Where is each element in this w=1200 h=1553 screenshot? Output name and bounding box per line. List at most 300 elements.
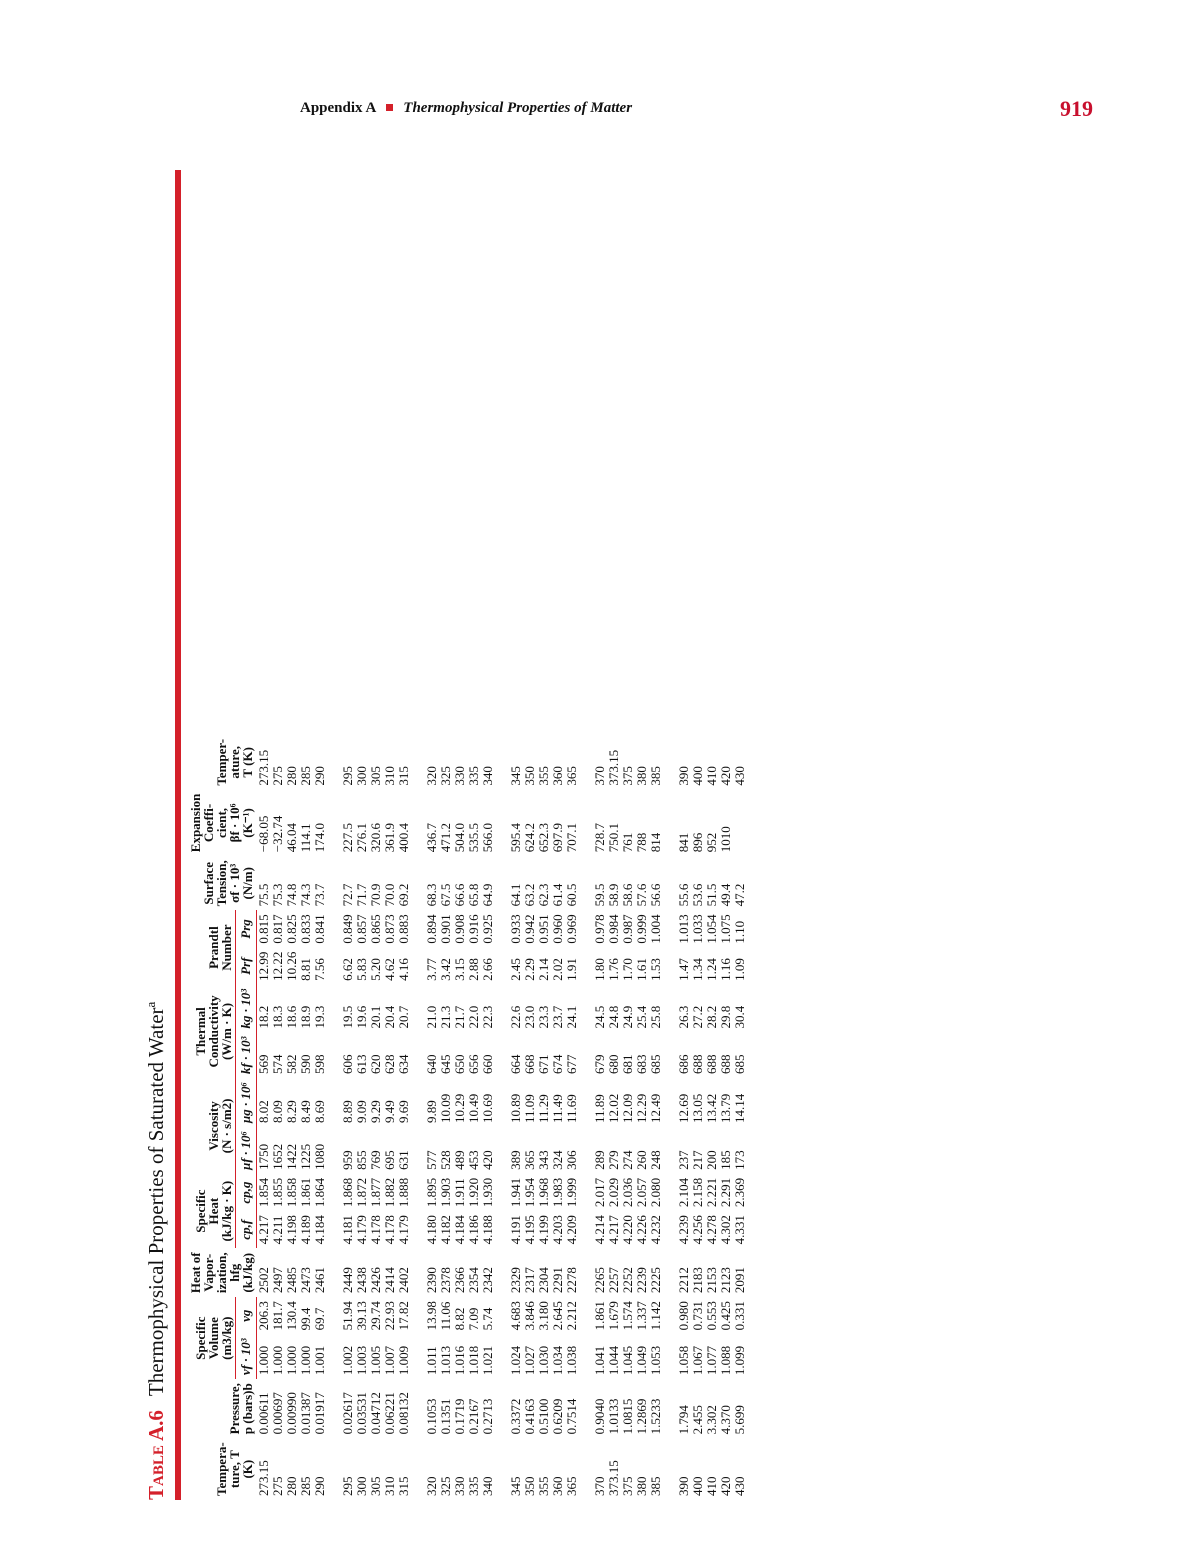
table-cell: 2257: [606, 1267, 621, 1294]
table-cell: 389: [508, 1150, 523, 1170]
table-cell: 4.184: [452, 1215, 467, 1245]
table-cell: 24.1: [564, 1005, 579, 1029]
table-row: [341, 735, 355, 1500]
table-cell: 58.9: [606, 883, 621, 907]
table-cell: 0.00611: [255, 1392, 271, 1435]
table-cell: 18.6: [284, 1005, 299, 1029]
table-cell: 0.4163: [522, 1398, 537, 1435]
table-cell: 46.04: [284, 822, 299, 853]
table-cell: 206.3: [256, 1301, 271, 1331]
table-cell: 12.22: [270, 951, 285, 981]
table-cell: 11.29: [536, 1094, 551, 1123]
table-cell: 12.09: [620, 1093, 635, 1123]
table-cell: 2291: [550, 1267, 565, 1294]
subheader-prf: Prf: [236, 948, 256, 985]
running-head: [300, 100, 632, 117]
table-row: [635, 735, 649, 1500]
table-cell: 1.001: [312, 1345, 327, 1376]
table-cell: 295: [340, 766, 355, 786]
table-cell: 4.370: [718, 1405, 733, 1435]
table-cell: 335: [466, 766, 481, 786]
table-label: Table A.6: [144, 1410, 168, 1500]
table-cell: 4.331: [732, 1215, 747, 1245]
table-cell: 1.61: [634, 958, 649, 981]
table-cell: 1.067: [690, 1345, 705, 1376]
table-cell: 0.9040: [592, 1398, 607, 1435]
table-cell: 2.036: [620, 1177, 635, 1208]
row-spacer: [411, 735, 425, 1500]
table-cell: 12.02: [606, 1093, 621, 1123]
table-cell: 1.0133: [606, 1398, 621, 1435]
table-cell: 22.93: [382, 1301, 397, 1331]
table-cell: 1.868: [340, 1177, 355, 1208]
table-cell: 1.049: [634, 1345, 649, 1376]
table-cell: 4.184: [312, 1215, 327, 1245]
table-cell: 410: [704, 1476, 719, 1496]
table-cell: 652.3: [536, 822, 551, 853]
table-cell: 0.01917: [312, 1392, 327, 1435]
table-cell: 181.7: [270, 1301, 285, 1331]
table-cell: 420: [718, 1476, 733, 1496]
table-cell: 0.969: [564, 914, 579, 944]
table-cell: 370: [592, 1476, 607, 1496]
subheader-mug: μg · 10⁶: [236, 1078, 256, 1127]
table-head: [189, 735, 256, 1500]
table-cell: 29.74: [368, 1301, 383, 1331]
table-cell: 385: [648, 766, 663, 786]
table-cell: 2.66: [480, 958, 495, 981]
table-cell: 10.49: [466, 1093, 481, 1123]
table-row: [256, 735, 271, 1500]
table-cell: 20.1: [368, 1005, 383, 1029]
table-cell: 1225: [298, 1143, 313, 1170]
table-cell: 390: [676, 1476, 691, 1496]
table-cell: 2473: [298, 1267, 313, 1294]
table-cell: 1.80: [592, 958, 607, 981]
table-row: [691, 735, 705, 1500]
table-cell: −68.05: [255, 815, 271, 853]
table-cell: 279: [606, 1150, 621, 1170]
table-cell: 4.198: [284, 1215, 299, 1245]
table-row: [705, 735, 719, 1500]
table-cell: 2.02: [550, 958, 565, 981]
table-cell: 350: [522, 766, 537, 786]
table-cell: 1.337: [634, 1301, 649, 1331]
table-cell: 1.794: [676, 1405, 691, 1435]
table-cell: 29.8: [718, 1005, 733, 1029]
table-cell: 1.142: [648, 1301, 663, 1331]
table-cell: 2.212: [564, 1301, 579, 1331]
table-cell: 5.20: [368, 958, 383, 981]
table-cell: 56.6: [648, 883, 663, 907]
table-cell: 4.211: [270, 1215, 285, 1245]
table-cell: 0.2713: [480, 1398, 495, 1435]
table-cell: 0.901: [438, 914, 453, 944]
subheader-kg: kg · 10³: [236, 985, 256, 1033]
table-cell: 28.2: [704, 1005, 719, 1029]
table-cell: 7.09: [466, 1307, 481, 1331]
table-cell: 375: [620, 766, 635, 786]
table-cell: 1.038: [564, 1345, 579, 1376]
table-cell: 0.908: [452, 914, 467, 944]
table-cell: 20.7: [396, 1005, 411, 1029]
table-cell: 420: [480, 1150, 495, 1170]
table-cell: 0.3372: [508, 1398, 523, 1435]
table-cell: 51.5: [704, 883, 719, 907]
table-cell: 18.9: [298, 1005, 313, 1029]
table-cell: 2.158: [690, 1177, 705, 1208]
header-temperature-right: Temper- ature, T (K): [214, 738, 255, 786]
table-row: [481, 735, 495, 1500]
table-cell: 0.425: [718, 1301, 733, 1331]
table-cell: 237: [676, 1150, 691, 1170]
table-cell: 11.89: [592, 1094, 607, 1123]
table-cell: 1.024: [508, 1345, 523, 1376]
table-cell: 61.4: [550, 883, 565, 907]
table-cell: 365: [564, 766, 579, 786]
table-cell: 1.872: [354, 1177, 369, 1208]
table-cell: −32.74: [270, 815, 285, 853]
table-cell: 21.7: [452, 1005, 467, 1029]
table-cell: 4.209: [564, 1215, 579, 1245]
table-cell: 2378: [438, 1267, 453, 1294]
header-specific-volume: Specific Volume (m3/kg): [189, 1297, 236, 1379]
table-cell: 72.7: [340, 883, 355, 907]
table-cell: 4.217: [256, 1215, 271, 1245]
table-cell: 1080: [312, 1143, 327, 1170]
table-cell: 668: [522, 1054, 537, 1074]
table-cell: 788: [634, 832, 649, 853]
table-cell: 674: [550, 1054, 565, 1074]
table-cell: 4.203: [550, 1215, 565, 1245]
table-cell: 2.88: [466, 958, 481, 981]
table-cell: 0.817: [270, 914, 285, 944]
table-cell: 671: [536, 1054, 551, 1074]
table-cell: 360: [550, 766, 565, 786]
table-cell: 14.14: [732, 1093, 747, 1123]
table-cell: 39.13: [354, 1301, 369, 1331]
table-cell: 8.29: [284, 1100, 299, 1123]
table-cell: 24.8: [606, 1005, 621, 1029]
table-cell: 1.930: [480, 1177, 495, 1208]
table-cell: 4.182: [438, 1215, 453, 1245]
table-cell: 217: [690, 1150, 705, 1170]
table-row: [523, 735, 537, 1500]
table-cell: 63.2: [522, 883, 537, 907]
table-cell: 2.291: [718, 1177, 733, 1208]
table-cell: 613: [354, 1054, 369, 1074]
table-cell: 2123: [718, 1267, 733, 1294]
table-cell: 2.29: [522, 958, 537, 981]
table-cell: 688: [690, 1054, 705, 1074]
table-cell: 3.42: [438, 958, 453, 981]
table-cell: 305: [368, 766, 383, 786]
table-cell: 315: [396, 766, 411, 786]
table-cell: 640: [424, 1054, 439, 1074]
table-cell: 355: [536, 1476, 551, 1496]
header-temperature: Tempera- ture, T (K): [214, 1442, 255, 1496]
table-cell: 656: [466, 1054, 481, 1074]
table-cell: 628: [382, 1054, 397, 1074]
table-cell: 686: [676, 1054, 691, 1074]
table-cell: 0.6209: [550, 1398, 565, 1435]
table-cell: 577: [424, 1150, 439, 1170]
table-cell: 1.877: [368, 1177, 383, 1208]
table-cell: 2.017: [592, 1177, 607, 1208]
table-cell: 21.0: [424, 1005, 439, 1029]
table-cell: 289: [592, 1150, 607, 1170]
header-specific-heat: Specific Heat (kJ/kg · K): [189, 1174, 236, 1249]
table-cell: 0.951: [536, 914, 551, 944]
table-cell: 324: [550, 1150, 565, 1170]
table-cell: 1.018: [466, 1345, 481, 1376]
table-cell: 650: [452, 1054, 467, 1074]
table-cell: 4.62: [382, 958, 397, 981]
table-row: [453, 735, 467, 1500]
table-cell: 1.861: [592, 1301, 607, 1331]
table-cell: 10.29: [452, 1093, 467, 1123]
table-cell: 4.16: [396, 958, 411, 981]
table-cell: 315: [396, 1476, 411, 1496]
table-cell: 325: [438, 1476, 453, 1496]
table-cell: 2091: [732, 1267, 747, 1294]
table-cell: 959: [340, 1150, 355, 1170]
table-cell: 8.49: [298, 1100, 313, 1123]
table-cell: 12.99: [256, 951, 271, 981]
table-cell: 750.1: [606, 822, 621, 853]
table-cell: 2.455: [690, 1405, 705, 1435]
table-row: [649, 735, 663, 1500]
table-cell: 275: [270, 1476, 285, 1496]
table-cell: 0.925: [480, 914, 495, 944]
table-cell: 1010: [718, 826, 733, 853]
table-cell: 1.058: [676, 1345, 691, 1376]
table-cell: 688: [718, 1054, 733, 1074]
table-cell: 4.239: [676, 1215, 691, 1245]
table-cell: 248: [648, 1150, 663, 1170]
table-cell: 185: [718, 1150, 733, 1170]
saturated-water-table: [189, 735, 747, 1500]
table-cell: 373.15: [606, 749, 621, 786]
table-cell: 0.999: [634, 914, 649, 944]
table-cell: 350: [522, 1476, 537, 1496]
table-cell: 430: [732, 1476, 747, 1496]
bullet-icon: [386, 104, 393, 111]
table-cell: 5.699: [732, 1405, 747, 1435]
table-cell: 504.0: [452, 822, 467, 853]
table-cell: 300: [354, 1476, 369, 1496]
table-cell: 8.81: [298, 958, 313, 981]
table-cell: 1.016: [452, 1345, 467, 1376]
table-cell: 0.833: [298, 914, 313, 944]
table-cell: 1.000: [284, 1345, 299, 1376]
table-cell: 355: [536, 766, 551, 786]
table-cell: 4.178: [368, 1215, 383, 1245]
table-cell: 9.09: [354, 1100, 369, 1123]
table-cell: 1.041: [592, 1345, 607, 1376]
table-cell: 0.553: [704, 1301, 719, 1331]
table-cell: 1.920: [466, 1177, 481, 1208]
table-cell: 535.5: [466, 822, 481, 853]
table-cell: 0.731: [690, 1301, 705, 1331]
table-cell: 295: [340, 1476, 355, 1496]
table-cell: 73.7: [312, 883, 327, 907]
table-cell: 2278: [564, 1267, 579, 1294]
table-cell: 2317: [522, 1267, 537, 1294]
table-cell: 2438: [354, 1267, 369, 1294]
table-cell: 24.9: [620, 1005, 635, 1029]
subheader-muf: μf · 10⁶: [236, 1127, 256, 1174]
table-cell: 1422: [284, 1143, 299, 1170]
table-cell: 0.873: [382, 914, 397, 944]
table-cell: 17.82: [396, 1301, 411, 1331]
subheader-cpg: cp,g: [236, 1174, 256, 1211]
table-cell: 855: [354, 1150, 369, 1170]
table-cell: 2426: [368, 1267, 383, 1294]
table-cell: 1.10: [732, 920, 747, 944]
table-cell: 0.933: [508, 914, 523, 944]
table-cell: 5.83: [354, 958, 369, 981]
table-cell: 390: [676, 766, 691, 786]
header-pressure: Pressure, p (bars)b: [227, 1383, 255, 1435]
table-cell: 1.054: [704, 914, 719, 944]
table-cell: 1.5233: [648, 1398, 663, 1435]
table-row: [285, 735, 299, 1500]
title-rule: [175, 170, 181, 1500]
table-cell: 453: [466, 1150, 481, 1170]
table-cell: 8.82: [452, 1307, 467, 1331]
table-cell: [733, 790, 747, 857]
table-cell: 1.021: [480, 1345, 495, 1376]
table-cell: 2153: [704, 1267, 719, 1294]
table-cell: 3.15: [452, 958, 467, 981]
header-expansion-coefficient: Expansion Coeffi- cient, βf · 10⁶ (K⁻¹): [188, 793, 255, 853]
table-cell: 2.221: [704, 1177, 719, 1208]
table-title: Thermophysical Properties of Saturated Water: [144, 1007, 168, 1397]
table-cell: 761: [620, 832, 635, 853]
table-cell: 685: [732, 1054, 747, 1074]
table-cell: 0.01387: [298, 1392, 313, 1435]
table-cell: 1.003: [354, 1345, 369, 1376]
table-cell: 2.14: [536, 958, 551, 981]
table-row: [733, 735, 747, 1500]
table-cell: 1.70: [620, 958, 635, 981]
table-cell: 12.29: [634, 1093, 649, 1123]
table-cell: 2461: [312, 1267, 327, 1294]
table-cell: 1.16: [718, 958, 733, 981]
table-cell: 68.3: [424, 883, 439, 907]
table-cell: 57.6: [634, 883, 649, 907]
table-cell: 1.24: [704, 958, 719, 981]
table-row: [607, 735, 621, 1500]
table-cell: 0.00990: [284, 1392, 299, 1435]
table-cell: 310: [382, 1476, 397, 1496]
header-heat-of-vaporization: Heat of Vapor- ization, hfg (kJ/kg): [188, 1252, 255, 1294]
table-cell: 1.030: [536, 1345, 551, 1376]
table-cell: 0.825: [284, 914, 299, 944]
table-cell: 697.9: [550, 822, 565, 853]
table-cell: 681: [620, 1054, 635, 1074]
table-cell: 1.2869: [634, 1398, 649, 1435]
table-cell: 20.4: [382, 1005, 397, 1029]
table-cell: 1.53: [648, 958, 663, 981]
table-cell: 70.0: [382, 883, 397, 907]
table-cell: 11.49: [550, 1094, 565, 1123]
table-cell: 680: [606, 1054, 621, 1074]
table-cell: 2265: [592, 1267, 607, 1294]
table-cell: 174.0: [312, 822, 327, 853]
table-cell: 6.62: [340, 958, 355, 981]
table-cell: 4.683: [508, 1301, 523, 1331]
table-cell: 590: [298, 1054, 313, 1074]
table-cell: 19.6: [354, 1005, 369, 1029]
header-thermal-conductivity: Thermal Conductivity (W/m · K): [189, 985, 236, 1078]
table-row: [551, 735, 565, 1500]
table-cell: 12.69: [676, 1093, 691, 1123]
table-cell: 0.984: [606, 914, 621, 944]
table-cell: 13.98: [424, 1301, 439, 1331]
table-cell: 2502: [255, 1267, 271, 1294]
table-cell: 11.06: [438, 1301, 453, 1331]
table-cell: 4.195: [522, 1215, 537, 1245]
table-cell: 49.4: [718, 883, 733, 907]
table-cell: 574: [270, 1054, 285, 1074]
table-caption: [143, 1002, 169, 1500]
appendix-label: Appendix A: [300, 100, 377, 116]
table-cell: 22.6: [508, 1005, 523, 1029]
table-cell: 325: [438, 766, 453, 786]
table-cell: 1.000: [256, 1345, 271, 1376]
chapter-subject: Thermophysical Properties of Matter: [403, 100, 633, 116]
table-cell: 276.1: [354, 822, 369, 853]
table-cell: 1.858: [284, 1177, 299, 1208]
table-cell: 25.8: [648, 1005, 663, 1029]
table-cell: 23.0: [522, 1005, 537, 1029]
table-cell: 75.5: [255, 883, 271, 907]
table-cell: 1.864: [312, 1177, 327, 1208]
table-cell: 1.679: [606, 1301, 621, 1331]
table-cell: 1.941: [508, 1177, 523, 1208]
table-cell: 2.645: [550, 1301, 565, 1331]
table-cell: 598: [312, 1054, 327, 1074]
table-cell: 1.854: [256, 1177, 271, 1208]
table-cell: 23.7: [550, 1005, 565, 1029]
table-row: [439, 735, 453, 1500]
table-cell: 3.302: [704, 1405, 719, 1435]
table-cell: 4.220: [620, 1215, 635, 1245]
table-cell: 300: [354, 766, 369, 786]
table-cell: 8.89: [340, 1100, 355, 1123]
table-cell: 3.180: [536, 1301, 551, 1331]
table-row: [383, 735, 397, 1500]
table-cell: 528: [438, 1150, 453, 1170]
table-cell: 489: [452, 1150, 467, 1170]
table-cell: 5.74: [480, 1307, 495, 1331]
table-cell: 335: [466, 1476, 481, 1496]
table-cell: 173: [732, 1150, 747, 1170]
table-cell: 310: [382, 766, 397, 786]
table-cell: 0.5100: [536, 1398, 551, 1435]
table-cell: 385: [648, 1476, 663, 1496]
row-spacer: [327, 735, 341, 1500]
table-cell: 0.916: [466, 914, 481, 944]
table-cell: 75.3: [270, 883, 285, 907]
table-cell: 330: [452, 1476, 467, 1496]
table-cell: 345: [508, 766, 523, 786]
table-cell: 345: [508, 1476, 523, 1496]
table-row: [565, 735, 579, 1500]
table-cell: 0.03531: [354, 1392, 369, 1435]
